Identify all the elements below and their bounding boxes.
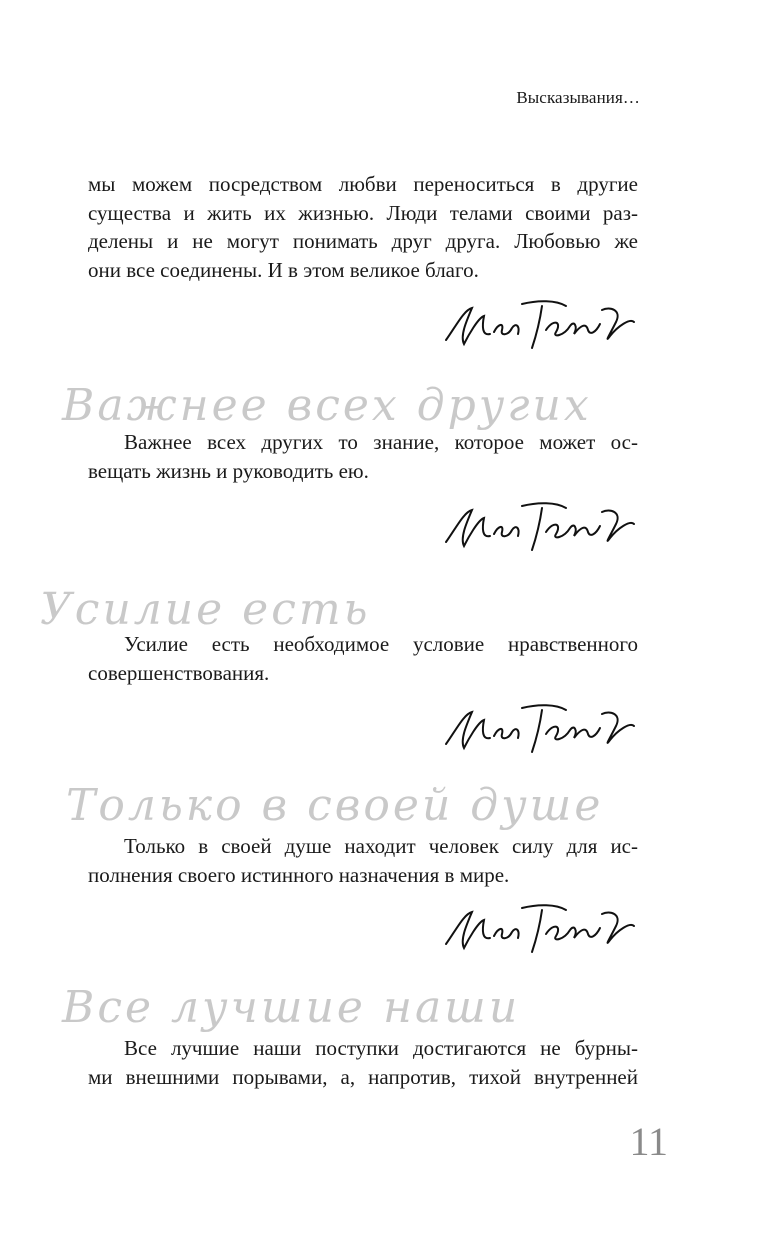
quote-paragraph-2 bbox=[88, 428, 638, 485]
text-line: полнения своего истинного назначения в мире. bbox=[88, 862, 510, 887]
quote-paragraph-1 bbox=[88, 170, 638, 284]
signature-image bbox=[438, 900, 638, 964]
page-number: 11 bbox=[629, 1119, 668, 1164]
text-line: Важнее всех других то знание, которое может ос- bbox=[124, 430, 638, 454]
signature-image bbox=[438, 700, 638, 764]
text-line: Только в своей душе находит человек силу для ис- bbox=[124, 834, 638, 858]
running-head: Высказывания… bbox=[516, 88, 640, 107]
watermark-handwriting: Только в своей душе bbox=[66, 780, 604, 831]
text-line: они все соединены. И в этом великое благо. bbox=[88, 257, 479, 282]
text-line: делены и не могут понимать друг друга. Любовью же bbox=[88, 229, 638, 253]
quote-paragraph-4 bbox=[88, 832, 638, 889]
quote-paragraph-3 bbox=[88, 630, 638, 687]
text-line: Все лучшие наши поступки достигаются не бурны- bbox=[124, 1036, 638, 1060]
text-line: существа и жить их жизнью. Люди телами своими раз- bbox=[88, 200, 638, 225]
text-line: вещать жизнь и руководить ею. bbox=[88, 458, 369, 483]
watermark-handwriting: Все лучшие наши bbox=[62, 982, 521, 1033]
signature-image bbox=[438, 296, 638, 360]
text-line: мы можем посредством любви переноситься в другие bbox=[88, 172, 638, 196]
watermark-handwriting: Важнее всех других bbox=[62, 380, 592, 431]
signature-image bbox=[438, 498, 638, 562]
text-line: совершенствования. bbox=[88, 660, 270, 685]
watermark-handwriting: Усилие есть bbox=[40, 584, 371, 635]
text-line: Усилие есть необходимое условие нравственного bbox=[124, 632, 638, 656]
text-line: ми внешними порывами, а, напротив, тихой внутренней bbox=[88, 1064, 638, 1089]
quote-paragraph-5 bbox=[88, 1034, 638, 1091]
